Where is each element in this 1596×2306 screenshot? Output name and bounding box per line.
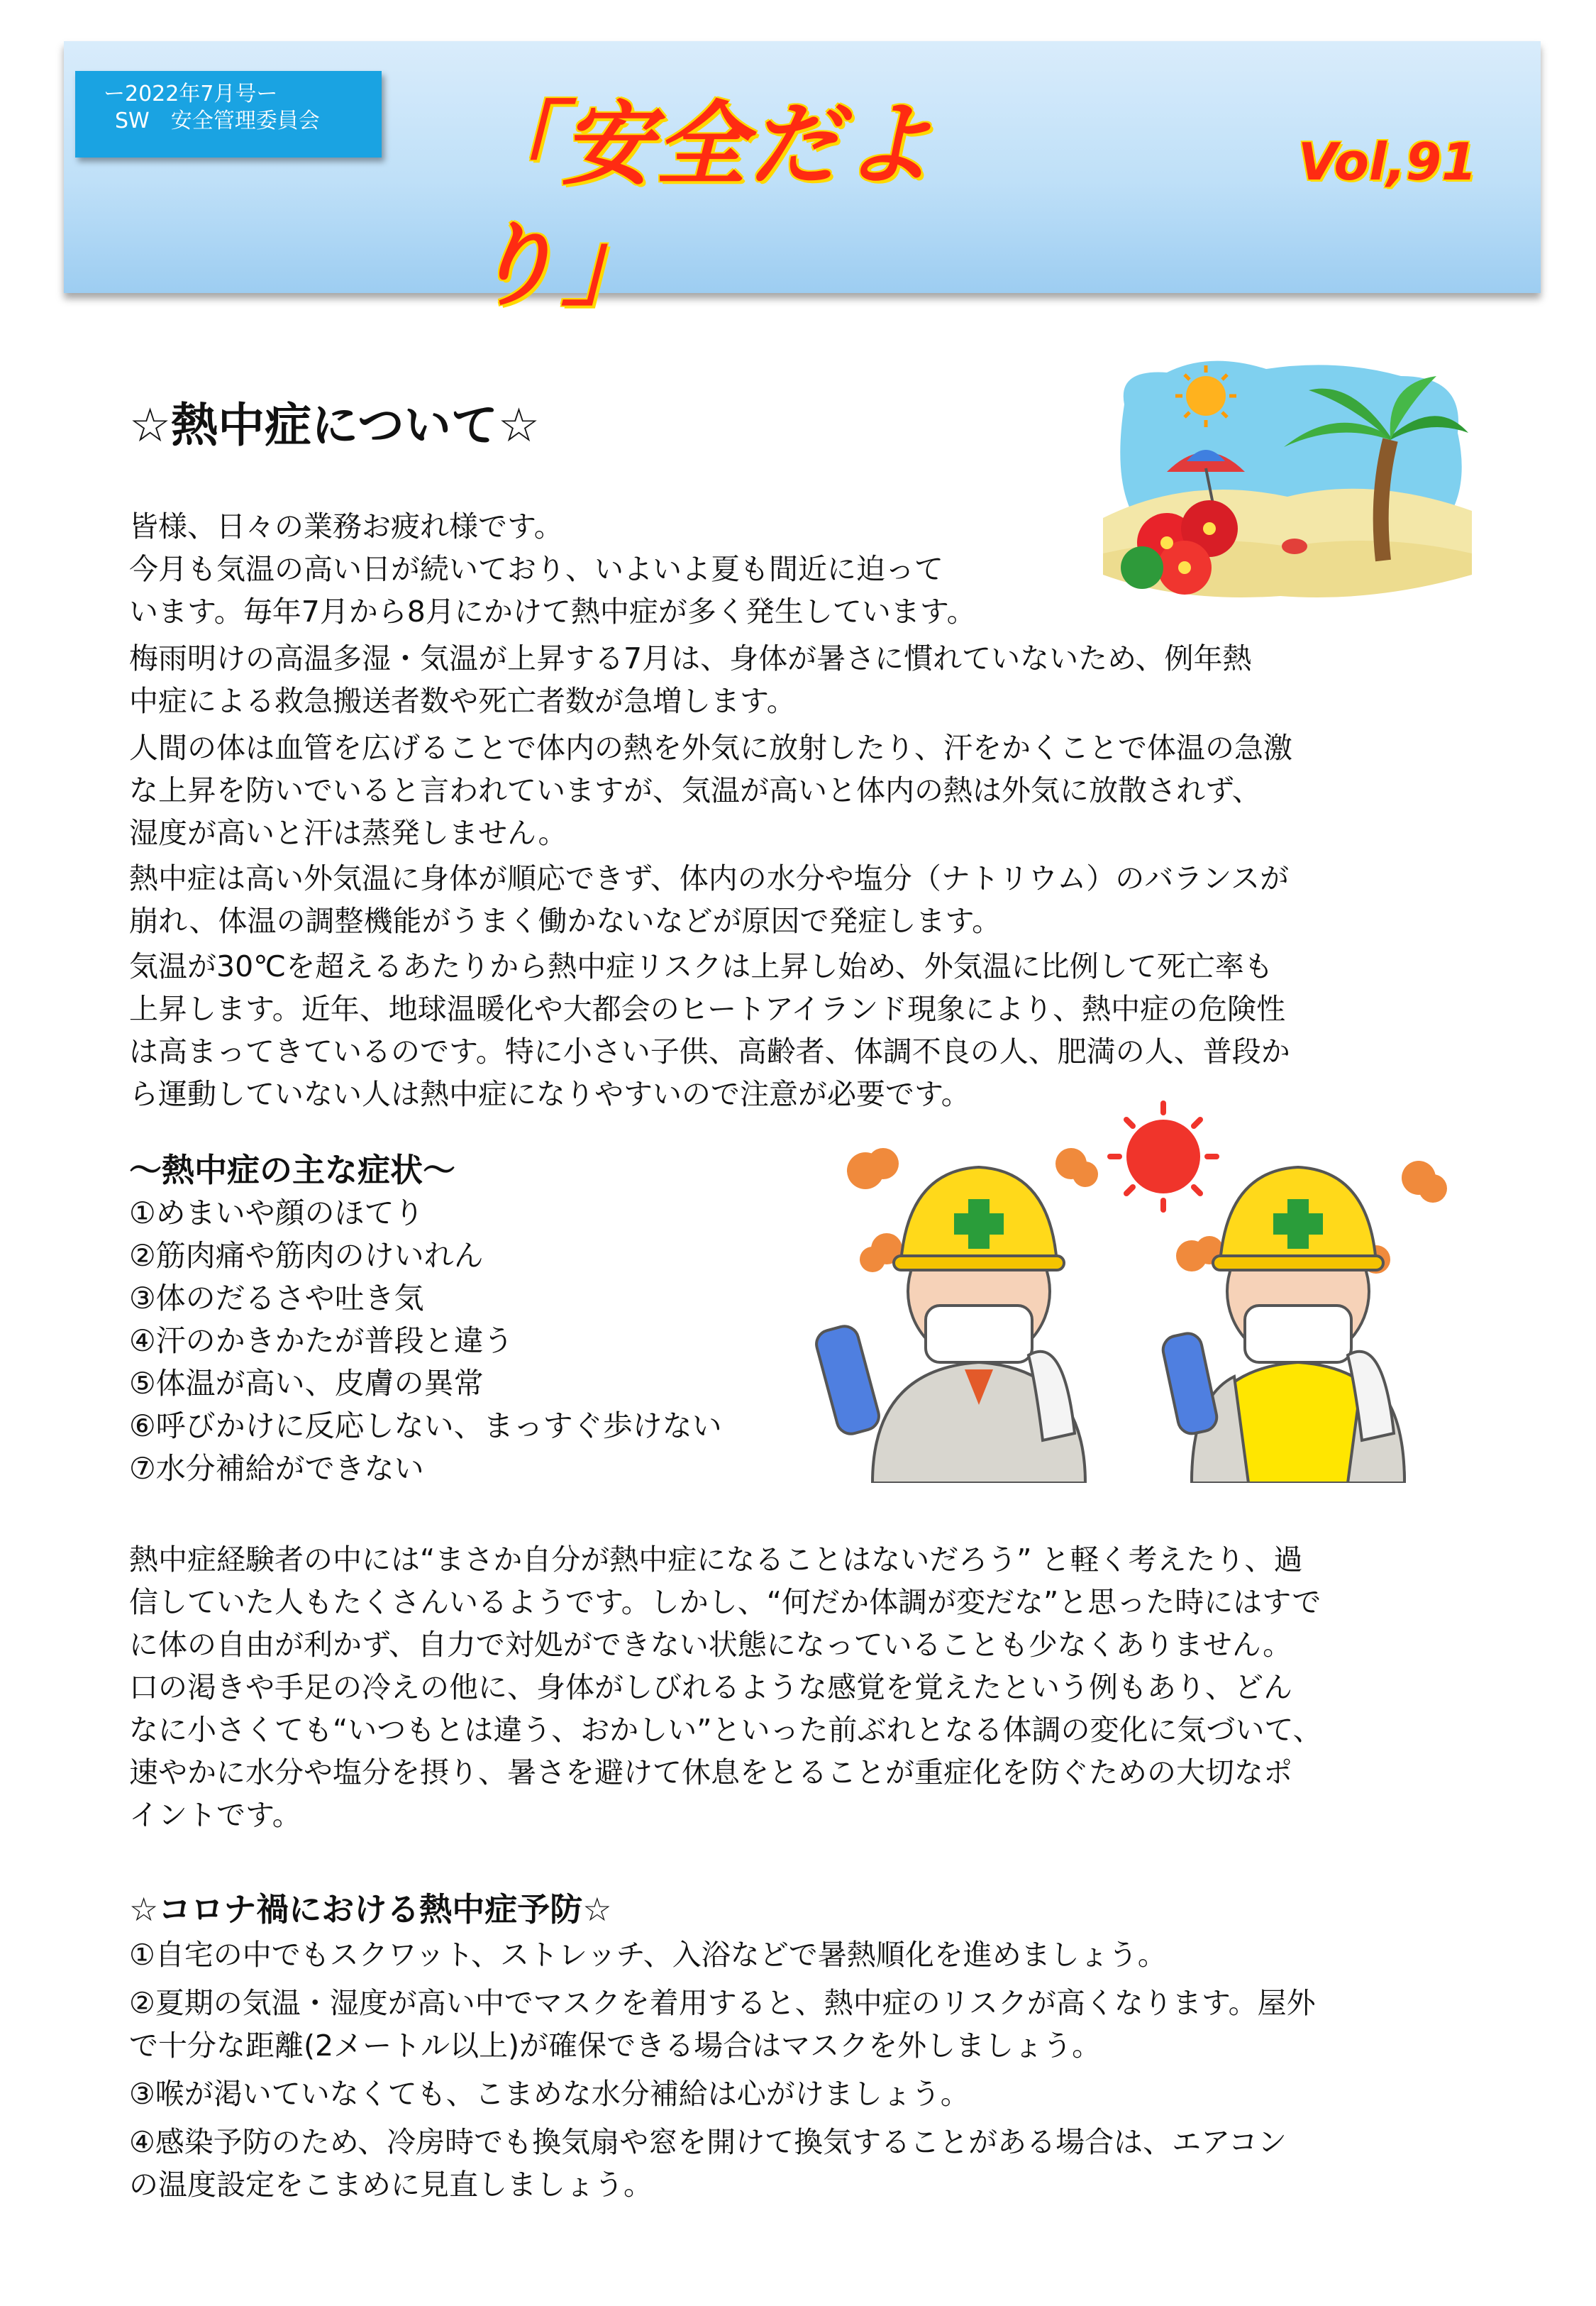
body-line: ら運動していない人は熱中症になりやすいので注意が必要です。 (129, 1077, 970, 1111)
list-item: ②筋肉痛や筋肉のけいれん (129, 1238, 484, 1273)
list-item: ⑤体温が高い、皮膚の異常 (129, 1366, 484, 1401)
body-line: 湿度が高いと汗は蒸発しません。 (129, 816, 567, 850)
prevention-list (129, 1933, 1316, 2212)
list-item-line: の温度設定をこまめに見直しましょう。 (129, 2168, 653, 2202)
issue-date: ー2022年7月号ー (104, 82, 278, 106)
list-item-line: ③喉が渇いていなくても、こまめな水分補給は心がけましょう。 (129, 2077, 970, 2111)
body-line: 今月も気温の高い日が続いており、いよいよ夏も間近に迫って (129, 552, 943, 586)
body-line: います。毎年7月から8月にかけて熱中症が多く発生しています。 (129, 595, 976, 629)
list-item: ③体のだるさや吐き気 (129, 1281, 424, 1315)
symptoms-heading: ～熱中症の主な症状～ (129, 1151, 455, 1189)
list-item (129, 2073, 1316, 2115)
section-heading-heatstroke: ☆熱中症について☆ (129, 398, 541, 453)
body-line: 中症による救急搬送者数や死亡者数が急増します。 (129, 684, 796, 718)
list-item-line: ①自宅の中でもスクワット、ストレッチ、入浴などで暑熱順化を進めましょう。 (129, 1938, 1167, 1972)
beach-illustration (1103, 355, 1472, 603)
body-line: 皆様、日々の業務お疲れ様です。 (129, 509, 563, 544)
list-item (129, 1933, 1316, 1976)
list-item-line: で十分な距離(2メートル以上)が確保できる場合はマスクを外しましょう。 (129, 2029, 1102, 2063)
list-item (129, 1982, 1316, 2067)
body-line: 崩れ、体温の調整機能がうまく働かないなどが原因で発症します。 (129, 904, 1002, 938)
list-item-line: ④感染予防のため、冷房時でも換気扇や窓を開けて換気することがある場合は、エアコン (129, 2125, 1287, 2159)
list-item: ⑥呼びかけに反応しない、まっすぐ歩けない (129, 1408, 722, 1443)
body-line: に体の自由が利かず、自力で対処ができない状態になっていることも少なくありません。 (129, 1628, 1292, 1662)
body-line: 上昇します。近年、地球温暖化や大都会のヒートアイランド現象により、熱中症の危険性 (129, 992, 1286, 1026)
newsletter-title: 「安全だより」 (468, 92, 937, 319)
body-line: は高まってきているのです。特に小さい子供、高齢者、体調不良の人、肥満の人、普段か (129, 1035, 1290, 1069)
list-item (129, 2121, 1316, 2206)
body-line: 梅雨明けの高温多湿・気温が上昇する7月は、身体が暑さに慣れていないため、例年熱 (129, 641, 1252, 675)
list-item: ④汗のかきかたが普段と違う (129, 1323, 514, 1358)
volume-number: Vol,91 (1298, 132, 1478, 192)
body-line: 気温が30℃を超えるあたりから熱中症リスクは上昇し始め、外気温に比例して死亡率も (129, 949, 1273, 983)
body-line: 信していた人もたくさんいるようです。しかし、“何だか体調が変だな”と思った時にはすで (129, 1585, 1321, 1619)
list-item-line: ②夏期の気温・湿度が高い中でマスクを着用すると、熱中症のリスクが高くなります。屋外 (129, 1986, 1316, 2020)
body-line: 熱中症経験者の中には“まさか自分が熱中症になることはないだろう” と軽く考えたり、過 (129, 1543, 1303, 1577)
body-line: 口の渇きや手足の冷えの他に、身体がしびれるような感覚を覚えたという例もあり、どん (129, 1670, 1292, 1704)
committee-name: SW 安全管理委員会 (115, 109, 320, 133)
body-line: なに小さくても“いつもとは違う、おかしい”といった前ぶれとなる体調の変化に気づいて、 (129, 1713, 1322, 1747)
body-line: 熱中症は高い外気温に身体が順応できず、体内の水分や塩分（ナトリウム）のバランスが (129, 861, 1290, 895)
body-line: 速やかに水分や塩分を摂り、暑さを避けて休息をとることが重症化を防ぐための大切なポ (129, 1755, 1292, 1789)
body-line: イントです。 (129, 1798, 301, 1832)
heatstroke-workers-illustration (794, 1100, 1475, 1483)
prevention-heading: ☆コロナ禍における熱中症予防☆ (129, 1890, 612, 1929)
symptoms-list (129, 1192, 722, 1490)
list-item: ⑦水分補給ができない (129, 1451, 424, 1486)
issue-info-box (75, 71, 382, 158)
body-line: な上昇を防いでいると言われていますが、気温が高いと体内の熱は外気に放散されず、 (129, 773, 1261, 807)
list-item: ①めまいや顔のほてり (129, 1196, 424, 1230)
body-line: 人間の体は血管を広げることで体内の熱を外気に放射したり、汗をかくことで体温の急激 (129, 731, 1292, 765)
